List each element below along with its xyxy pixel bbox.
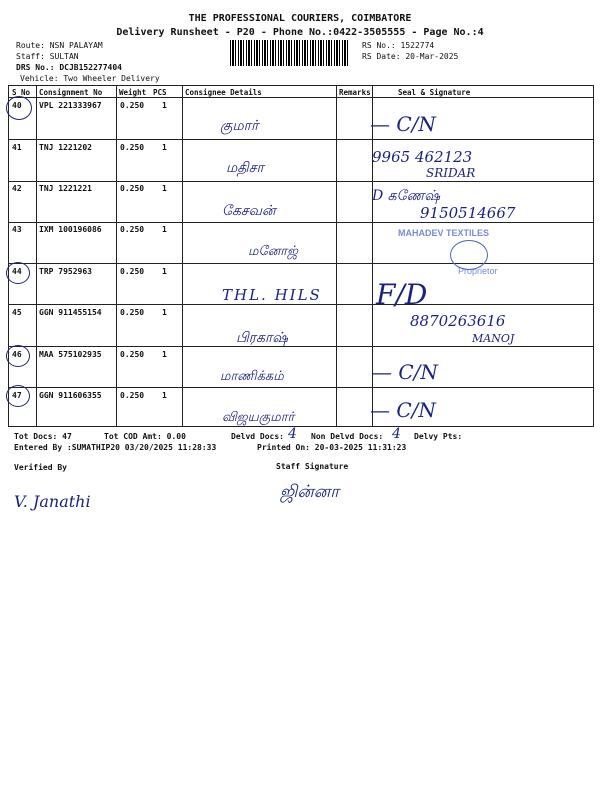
staff-signature: ஜின்னா: [280, 482, 340, 502]
handwritten-phone: 9150514667: [420, 204, 516, 222]
row-consignment: MAA 575102935: [39, 350, 102, 359]
col-header-seal-signature: Seal & Signature: [398, 88, 471, 97]
row-sno: 46: [12, 350, 22, 359]
row-consignment: GGN 911606355: [39, 391, 102, 400]
col-header-remarks: Remarks: [339, 88, 371, 97]
row-sno: 47: [12, 391, 22, 400]
handwritten-consignee: குமார்: [220, 118, 259, 134]
row-pcs: 1: [162, 267, 167, 276]
row-consignment: IXM 100196086: [39, 225, 102, 234]
row-pcs: 1: [162, 101, 167, 110]
row-sno: 45: [12, 308, 22, 317]
stamp-proprietor: Proprietor: [458, 266, 498, 276]
pen-circle-mark: [6, 345, 30, 367]
row-sno: 42: [12, 184, 22, 193]
col-header-consignment: Consignment No: [39, 88, 103, 97]
handwritten-non-delivered-count: 4: [392, 426, 401, 442]
handwritten-consignee: மாணிக்கம்: [220, 369, 284, 384]
col-header-weight: Weight: [119, 88, 147, 97]
entered-by: Entered By :SUMATHIP20 03/20/2025 11:28:33: [14, 443, 217, 452]
vehicle-label: Vehicle: Two Wheeler Delivery: [20, 74, 160, 83]
row-weight: 0.250: [120, 350, 145, 359]
row-sno: 40: [12, 101, 22, 110]
staff-signature-label: Staff Signature: [276, 462, 349, 471]
handwritten-signature: D கணேஷ்: [372, 188, 441, 204]
staff-label: Staff: SULTAN: [16, 52, 79, 61]
handwritten-mark: — C/N: [370, 112, 436, 136]
row-pcs: 1: [162, 308, 167, 317]
route-label: Route: NSN PALAYAM: [16, 41, 103, 50]
handwritten-signature: MANOJ: [472, 332, 515, 345]
barcode-image: [230, 40, 350, 66]
delivered-docs-label: Delvd Docs:: [231, 432, 284, 441]
handwritten-phone: 8870263616: [410, 312, 506, 330]
pen-circle-mark: [6, 96, 32, 120]
handwritten-consignee: கேசவன்: [222, 203, 276, 219]
row-weight: 0.250: [120, 308, 145, 317]
row-weight: 0.250: [120, 143, 145, 152]
pen-circle-mark: [6, 385, 30, 407]
handwritten-signature: SRIDAR: [426, 166, 476, 180]
row-consignment: TNJ 1221202: [39, 143, 92, 152]
row-consignment: TNJ 1221221: [39, 184, 92, 193]
row-weight: 0.250: [120, 225, 145, 234]
drs-number: DRS No.: DCJB152277404: [16, 63, 122, 72]
runsheet-subtitle: Delivery Runsheet - P20 - Phone No.:0422-3505555 - Page No.:4: [116, 27, 484, 38]
handwritten-delivered-count: 4: [288, 426, 297, 442]
stamp-signature-mark: [450, 240, 488, 270]
row-weight: 0.250: [120, 391, 145, 400]
total-docs: Tot Docs: 47: [14, 432, 72, 441]
row-pcs: 1: [162, 143, 167, 152]
verified-signature: V. Janathi: [14, 492, 91, 511]
row-consignment: GGN 911455154: [39, 308, 102, 317]
row-consignment: TRP 7952963: [39, 267, 92, 276]
row-pcs: 1: [162, 225, 167, 234]
col-header-consignee: Consignee Details: [185, 88, 262, 97]
row-consignment: VPL 221333967: [39, 101, 102, 110]
row-sno: 44: [12, 267, 22, 276]
row-pcs: 1: [162, 391, 167, 400]
delivery-points-label: Delvy Pts:: [414, 432, 463, 441]
row-weight: 0.250: [120, 267, 145, 276]
non-delivered-docs-label: Non Delvd Docs:: [311, 432, 384, 441]
pen-circle-mark: [6, 262, 30, 284]
handwritten-mark: — C/N: [370, 398, 436, 422]
company-stamp: MAHADEV TEXTILES: [398, 228, 490, 238]
row-pcs: 1: [162, 350, 167, 359]
col-header-sno: S No: [12, 88, 31, 97]
row-weight: 0.250: [120, 184, 145, 193]
rs-date: RS Date: 20-Mar-2025: [362, 52, 459, 61]
printed-on: Printed On: 20-03-2025 11:31:23: [257, 443, 407, 452]
handwritten-consignee: THL. HILS: [222, 286, 322, 304]
handwritten-phone: 9965 462123: [372, 148, 473, 166]
handwritten-consignee: விஜயகுமார்: [222, 410, 295, 425]
col-header-pcs: PCS: [153, 88, 167, 97]
row-weight: 0.250: [120, 101, 145, 110]
handwritten-mark: — C/N: [372, 360, 438, 384]
handwritten-mark: F/D: [376, 278, 428, 311]
total-cod-amount: Tot COD Amt: 0.00: [104, 432, 186, 441]
row-pcs: 1: [162, 184, 167, 193]
row-sno: 41: [12, 143, 22, 152]
handwritten-consignee: மதிசா: [226, 160, 264, 176]
rs-number: RS No.: 1522774: [362, 41, 435, 50]
verified-by-label: Verified By: [14, 463, 67, 472]
handwritten-consignee: பிரகாஷ்: [236, 330, 288, 346]
row-sno: 43: [12, 225, 22, 234]
company-title: THE PROFESSIONAL COURIERS, COIMBATORE: [188, 13, 412, 24]
handwritten-consignee: மனோஜ்: [248, 244, 298, 259]
